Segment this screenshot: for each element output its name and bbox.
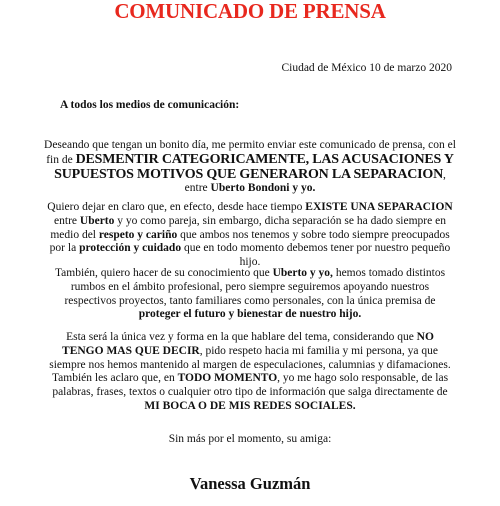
closing-line: Sin más por el momento, su amiga: bbox=[168, 433, 332, 445]
p1-text-2: , entre bbox=[184, 168, 446, 195]
signature: Vanessa Guzmán bbox=[189, 474, 311, 493]
p4-text-1: Esta será la única vez y forma en la que hablare del tema, considerando que bbox=[66, 331, 417, 343]
p4-bold-2: TODO MOMENTO bbox=[177, 372, 278, 385]
salutation: A todos los medios de comunicación: bbox=[60, 99, 240, 111]
p2-text-4: que ambos nos tenemos y sobre todo siempre preocupados por la bbox=[49, 228, 450, 255]
p4-bold-3: MI BOCA O DE MIS REDES SOCIALES. bbox=[144, 399, 356, 412]
p2-text-1: Quiero dejar en claro que, en efecto, desde hace tiempo bbox=[47, 201, 306, 213]
p2-text-5: que en todo momento debemos tener por nuestro pequeño hijo. bbox=[181, 242, 451, 269]
p2-bold-4: protección y cuidado bbox=[79, 242, 182, 255]
p1-bold-1: DESMENTIR CATEGORICAMENTE, LAS ACUSACIONES Y SUPUESTOS MOTIVOS QUE GENERARON LA SEPARACION bbox=[54, 151, 454, 182]
p3-bold-1: Uberto y yo, bbox=[272, 267, 333, 279]
p1-bold-2: Uberto Bondoni y yo. bbox=[210, 182, 316, 195]
p4-text-2: , pido respeto hacia mi familia y mi persona, ya que siempre nos hemos mantenido al margen de especulaciones, calumnias y difamaciones. También les aclaro que, en bbox=[49, 344, 451, 385]
p4-bold-1: NO TENGO MAS QUE DECIR bbox=[62, 331, 434, 357]
paragraph-1 bbox=[44, 139, 456, 196]
p3-text-2: hemos tomado distintos rumbos en el ámbito profesional, pero siempre seguiremos apoyando nuestros respectivos proyectos, tanto familiares como personales, con la única premisa de bbox=[64, 267, 446, 307]
p2-text-3: y yo como pareja, sin embargo, dicha separación se ha dado siempre en medio del bbox=[50, 214, 446, 241]
p2-bold-2: Uberto bbox=[79, 214, 115, 227]
paragraph-2 bbox=[44, 201, 456, 270]
paragraph-4 bbox=[44, 331, 456, 414]
p3-text-1: También, quiero hacer de su conocimiento que bbox=[54, 267, 273, 279]
date-line: Ciudad de México 10 de marzo 2020 bbox=[281, 62, 452, 74]
paragraph-3 bbox=[44, 267, 456, 322]
p2-bold-1: EXISTE UNA SEPARACION bbox=[305, 201, 453, 213]
p1-text-1: Deseando que tengan un bonito día, me permito enviar este comunicado de prensa, con el fin de bbox=[44, 139, 456, 166]
p2-bold-3: respeto y cariño bbox=[98, 228, 178, 241]
p2-text-2: entre bbox=[54, 214, 80, 227]
p3-bold-2: proteger el futuro y bienestar de nuestro hijo. bbox=[138, 308, 362, 321]
p4-text-3: , yo me hago solo responsable, de las palabras, frases, textos o cualquier otro tipo de información que salga directamente de bbox=[52, 372, 449, 399]
document-title: COMUNICADO DE PRENSA bbox=[114, 0, 386, 23]
